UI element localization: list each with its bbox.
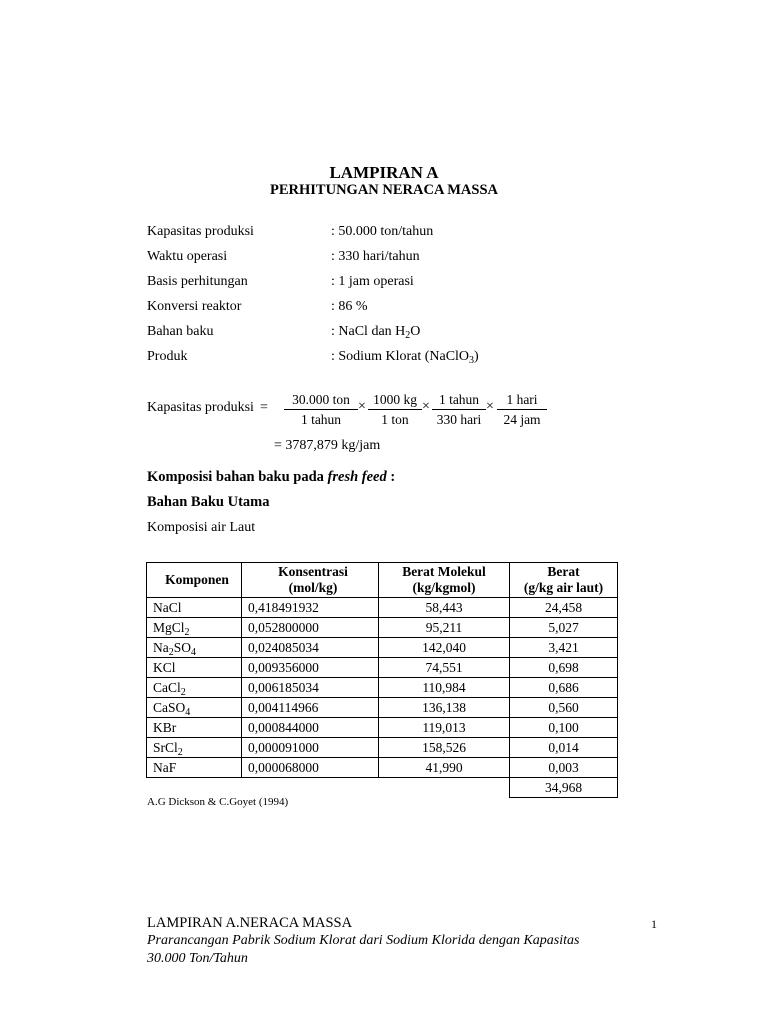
fraction-denominator: 1 tahun bbox=[300, 412, 342, 427]
cell-berat-molekul: 58,443 bbox=[379, 598, 510, 618]
subscript: 2 bbox=[177, 746, 183, 758]
empty-cell bbox=[242, 778, 379, 798]
table-body bbox=[147, 598, 618, 778]
cell-komponen bbox=[147, 738, 242, 758]
table-header-berat bbox=[510, 563, 618, 598]
cell-konsentrasi: 0,006185034 bbox=[242, 678, 379, 698]
cell-berat-molekul: 110,984 bbox=[379, 678, 510, 698]
composition-table bbox=[146, 562, 618, 798]
spec-value-text: : NaCl dan H bbox=[331, 324, 406, 339]
spec-value-kapasitas: : 50.000 ton/tahun bbox=[331, 224, 434, 239]
cell-berat-molekul: 136,138 bbox=[379, 698, 510, 718]
cell-berat: 3,421 bbox=[510, 638, 618, 658]
formula-text: Na bbox=[153, 639, 169, 655]
header-text: Berat bbox=[547, 564, 580, 579]
cell-konsentrasi: 0,000091000 bbox=[242, 738, 379, 758]
composition-heading bbox=[147, 469, 395, 486]
formula-text: CaSO bbox=[153, 699, 186, 715]
cell-konsentrasi: 0,000844000 bbox=[242, 718, 379, 738]
cell-berat: 24,458 bbox=[510, 598, 618, 618]
spec-label-kapasitas: Kapasitas produksi bbox=[147, 224, 254, 239]
spec-label-produk: Produk bbox=[147, 349, 188, 364]
cell-komponen bbox=[147, 618, 242, 638]
equation-label: Kapasitas produksi bbox=[147, 400, 254, 415]
subscript: 4 bbox=[185, 706, 191, 718]
cell-berat-molekul: 41,990 bbox=[379, 758, 510, 778]
page-subtitle: PERHITUNGAN NERACA MASSA bbox=[270, 182, 498, 198]
cell-berat: 0,686 bbox=[510, 678, 618, 698]
table-total-value: 34,968 bbox=[510, 778, 618, 798]
cell-berat: 0,100 bbox=[510, 718, 618, 738]
footer-title: LAMPIRAN A.NERACA MASSA bbox=[147, 915, 353, 931]
table-caption: Komposisi air Laut bbox=[147, 520, 256, 535]
fraction-numerator: 1000 kg bbox=[368, 390, 422, 410]
cell-komponen bbox=[147, 698, 242, 718]
spec-value-text: : Sodium Klorat (NaClO bbox=[331, 349, 470, 364]
empty-cell bbox=[147, 778, 242, 798]
times-sign: × bbox=[358, 399, 366, 414]
fraction-numerator: 1 tahun bbox=[432, 390, 486, 410]
table-row bbox=[147, 618, 618, 638]
header-text: Berat Molekul bbox=[402, 564, 486, 579]
fraction-denominator: 24 jam bbox=[503, 412, 541, 427]
header-text: (kg/kgmol) bbox=[412, 580, 476, 595]
subscript: 2 bbox=[168, 646, 174, 658]
formula-text: NaCl bbox=[153, 599, 182, 615]
cell-berat: 0,003 bbox=[510, 758, 618, 778]
formula-text: CaCl bbox=[153, 679, 181, 695]
cell-komponen bbox=[147, 758, 242, 778]
spec-value-bahan-baku bbox=[331, 324, 420, 340]
subscript: 2 bbox=[184, 626, 190, 638]
header-text: (g/kg air laut) bbox=[523, 580, 604, 595]
header-text: (mol/kg) bbox=[288, 580, 338, 595]
heading-italic-text: fresh feed bbox=[327, 469, 387, 485]
subscript: 4 bbox=[191, 646, 197, 658]
spec-label-bahan-baku: Bahan baku bbox=[147, 324, 214, 339]
header-text: Konsentrasi bbox=[278, 564, 348, 579]
spec-label-konversi: Konversi reaktor bbox=[147, 299, 242, 314]
spec-value-produk bbox=[331, 349, 479, 365]
page-number: 1 bbox=[651, 917, 657, 931]
page-title: LAMPIRAN A bbox=[329, 163, 439, 182]
cell-berat: 0,698 bbox=[510, 658, 618, 678]
table-row bbox=[147, 718, 618, 738]
cell-berat-molekul: 142,040 bbox=[379, 638, 510, 658]
footer-subtitle-cont: 30.000 Ton/Tahun bbox=[147, 951, 248, 966]
times-sign: × bbox=[422, 399, 430, 414]
formula-text: SrCl bbox=[153, 739, 178, 755]
cell-konsentrasi: 0,418491932 bbox=[242, 598, 379, 618]
table-row bbox=[147, 598, 618, 618]
fraction-numerator: 30.000 ton bbox=[284, 390, 358, 410]
equation-fraction bbox=[368, 390, 422, 430]
times-sign: × bbox=[486, 399, 494, 414]
table-header-komponen bbox=[147, 563, 242, 598]
cell-berat-molekul: 119,013 bbox=[379, 718, 510, 738]
cell-berat-molekul: 74,551 bbox=[379, 658, 510, 678]
table-row bbox=[147, 638, 618, 658]
formula-text: KCl bbox=[153, 659, 176, 675]
cell-komponen bbox=[147, 638, 242, 658]
table-header-konsentrasi bbox=[242, 563, 379, 598]
spec-label-basis: Basis perhitungan bbox=[147, 274, 248, 289]
spec-value-text: O bbox=[410, 324, 421, 339]
cell-komponen bbox=[147, 678, 242, 698]
header-text: Komponen bbox=[165, 572, 229, 587]
cell-komponen bbox=[147, 658, 242, 678]
cell-konsentrasi: 0,009356000 bbox=[242, 658, 379, 678]
cell-komponen bbox=[147, 718, 242, 738]
heading-text: Komposisi bahan baku pada bbox=[147, 469, 328, 485]
cell-berat: 0,014 bbox=[510, 738, 618, 758]
cell-berat: 5,027 bbox=[510, 618, 618, 638]
cell-konsentrasi: 0,024085034 bbox=[242, 638, 379, 658]
cell-konsentrasi: 0,000068000 bbox=[242, 758, 379, 778]
table-total-row bbox=[147, 778, 618, 798]
spec-value-text: ) bbox=[474, 349, 479, 364]
cell-komponen bbox=[147, 598, 242, 618]
subscript: 2 bbox=[405, 330, 411, 341]
fraction-denominator: 1 ton bbox=[381, 412, 409, 427]
fraction-denominator: 330 hari bbox=[436, 412, 482, 427]
empty-cell bbox=[379, 778, 510, 798]
source-citation: A.G Dickson & C.Goyet (1994) bbox=[147, 796, 289, 808]
footer-subtitle: Prarancangan Pabrik Sodium Klorat dari Sodium Klorida dengan Kapasitas bbox=[147, 933, 580, 948]
table-row bbox=[147, 738, 618, 758]
subscript: 3 bbox=[469, 355, 475, 366]
table-row bbox=[147, 678, 618, 698]
composition-subheading: Bahan Baku Utama bbox=[147, 494, 270, 510]
spec-value-konversi: : 86 % bbox=[331, 299, 368, 314]
subscript: 2 bbox=[180, 686, 186, 698]
equation-result: = 3787,879 kg/jam bbox=[274, 438, 381, 453]
formula-text: NaF bbox=[153, 759, 177, 775]
equation-fraction bbox=[432, 390, 486, 430]
formula-text: SO bbox=[173, 639, 192, 655]
table-row bbox=[147, 658, 618, 678]
equation-fraction bbox=[497, 390, 547, 430]
formula-text: KBr bbox=[153, 719, 177, 735]
spec-value-waktu: : 330 hari/tahun bbox=[331, 249, 420, 264]
heading-text: : bbox=[386, 469, 396, 485]
cell-berat-molekul: 158,526 bbox=[379, 738, 510, 758]
table-row bbox=[147, 758, 618, 778]
cell-berat: 0,560 bbox=[510, 698, 618, 718]
equation-equals: = bbox=[260, 400, 268, 415]
cell-berat-molekul: 95,211 bbox=[379, 618, 510, 638]
spec-value-basis: : 1 jam operasi bbox=[331, 274, 414, 289]
table-header-row bbox=[147, 563, 618, 598]
table-row bbox=[147, 698, 618, 718]
formula-text: MgCl bbox=[153, 619, 185, 635]
table-header-berat-molekul bbox=[379, 563, 510, 598]
fraction-numerator: 1 hari bbox=[497, 390, 547, 410]
spec-label-waktu: Waktu operasi bbox=[147, 249, 228, 264]
cell-konsentrasi: 0,052800000 bbox=[242, 618, 379, 638]
cell-konsentrasi: 0,004114966 bbox=[242, 698, 379, 718]
equation-fraction bbox=[284, 390, 358, 430]
